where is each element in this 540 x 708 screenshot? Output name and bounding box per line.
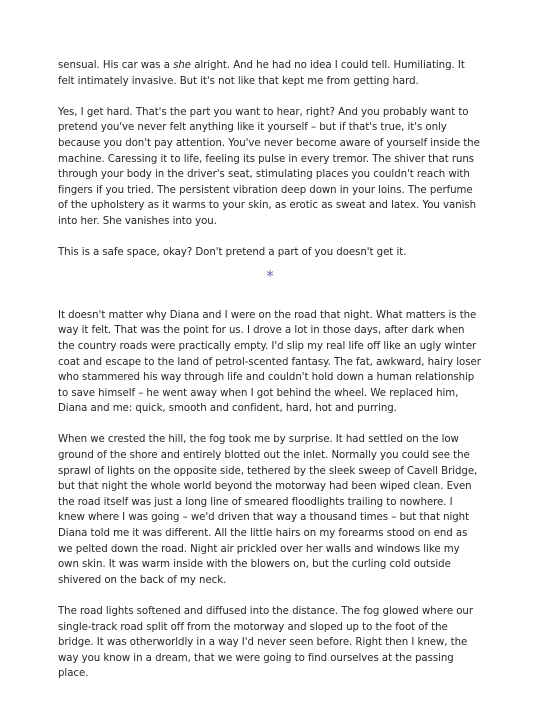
paragraph-1-text-a: sensual. His car was a xyxy=(58,60,174,71)
paragraph-1 xyxy=(58,58,482,89)
paragraph-6: The road lights softened and diffused into the distance. The fog glowed where our single-track road split off from the motorway and sloped up to the foot of the bridge. It was otherworldly in a way I'd never seen before. Right then I knew, the way you know in a dream, that we were going to find ourselves at the passing place. xyxy=(58,606,473,680)
paragraph-3: This is a safe space, okay? Don't pretend a part of you doesn't get it. xyxy=(58,247,407,259)
paragraph-1-text-b: alright. And he had no idea I could tell. Humiliating. It felt intimately invasive. But it's not like that kept me from getting hard. xyxy=(58,60,465,87)
paragraph-1-emphasis: she xyxy=(173,60,191,71)
document-page xyxy=(58,58,482,698)
paragraph-4: It doesn't matter why Diana and I were on the road that night. What matters is the way it felt. That was the point for us. I drove a lot in those days, after dark when the country roads were practically empty. I'd slip my real life off like an ugly winter coat and escape to the land of petrol-scented fantasy. The fat, awkward, hairy loser who stammered his way through life and couldn't hold down a human relationship to save himself – he went away when I got behind the wheel. We replaced him, Diana and me: quick, smooth and confident, hard, hot and purring. xyxy=(58,309,481,415)
paragraph-5: When we crested the hill, the fog took me by surprise. It had settled on the low ground of the shore and entirely blotted out the inlet. Normally you could see the sprawl of lights on the opposite side, tethered by the sleek sweep of Cavell Bridge, but that night the whole world beyond the motorway had been wiped clean. Even the road itself was just a long line of smeared floodlights trailing to nowhere. I knew where I was going – we'd driven that way a thousand times – but that night Diana told me it was different. All the little hairs on my forearms stood on end as we pelted down the road. Night air prickled over her walls and windows like my own skin. It was warm inside with the blowers on, but the curling cold outside shivered on the back of my neck. xyxy=(58,434,478,586)
paragraph-2: Yes, I get hard. That's the part you want to hear, right? And you probably want to pretend you've never felt anything like it yourself – but if that's true, it's only because you don't pay attention. You've never become aware of yourself inside the machine. Caressing it to life, feeling its pulse in every tremor. The shiver that runs through your body in the driver's seat, stimulating places you couldn't reach with fingers if you tried. The persistent vibration deep down in your loins. The perfume of the upholstery as it warms to your skin, as erotic as sweat and latex. You vanish into her. She vanishes into you. xyxy=(58,106,480,227)
section-divider-asterisk: * xyxy=(266,266,274,285)
